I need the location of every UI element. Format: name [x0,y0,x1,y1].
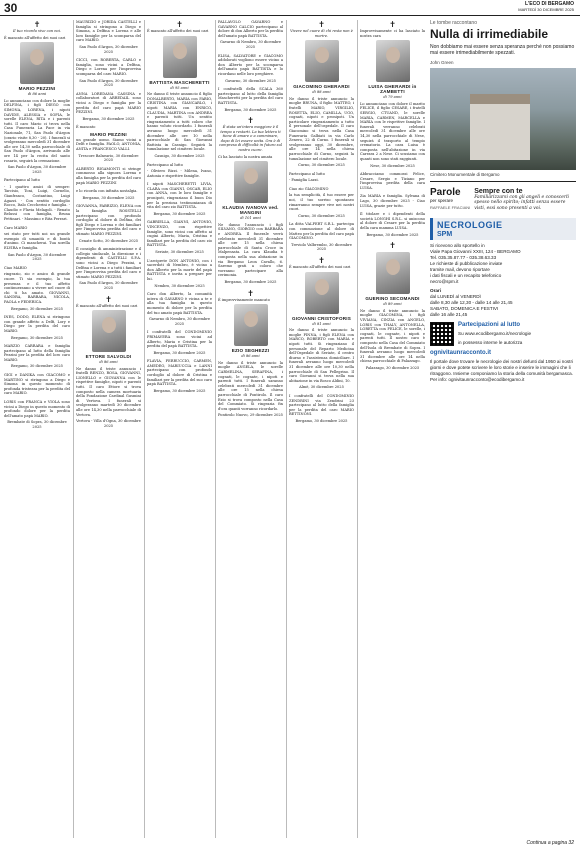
deceased-portrait [376,40,410,82]
page-header [0,0,580,16]
obituary-entry [358,172,427,190]
obituary-entry [74,189,143,200]
deceased-name: BATTISTA MASCHERETTI [149,79,210,85]
entry-signature: Palazzago, 30 dicembre 2025 [365,365,420,370]
entry-signature: Cenate Sotto, 30 dicembre 2025 [78,238,139,243]
obituary-column [144,20,214,838]
entry-body: L'arciprete DON ANTONIO, con i sacerdoti di Nembro, è vicino a don Alberto per la morte del papà BATTISTA e invita a pregare per lui. [147,258,212,281]
ognivita-heading[interactable]: ognivitaunracconto.it [430,349,492,356]
entry-signature: Bergamo, 30 dicembre 2025 [295,418,348,423]
necrologie-title: NECROLOGIE [437,219,503,230]
cross-icon: ✝ [176,20,183,29]
obituary-entry [145,292,214,326]
parole-subtitle: per sperare [430,197,454,203]
obituary-entry [358,241,427,370]
obituary-entry [145,20,214,159]
entry-signature: San Paolo d'Argon, 30 dicembre 2025 [7,252,67,262]
obituary-entry [2,400,72,430]
deceased-name: GIACOMINO GHERARDI [293,84,350,90]
info-line: necro@spm.it [430,278,459,284]
entry-body: Ne danno il triste annuncio la moglie BRUNA, il figlio MATTEO, i fratelli MARIO, VIRGILIO, ROSETTA, ELIO, CAMILLA, UGO, cognati, nipoti e pronipoti. Un particolare ringraziamento a tutto il personale dell'ospedale. Il caro Giacomino si trova nella Casa Funeraria Galbiati in via Carlo Zenero, 22 di Curno. I funerali si svolgeranno oggi, 30 dicembre, alle ore 14 nella chiesa parrocchiale di Curno, seguirà la tumulazione nel cimitero locale. [289,96,354,161]
entry-body: - Famiglia Lazzi. [289,178,319,183]
deceased-age: di 79 anni [383,95,402,100]
deceased-name: ETTORE SALVOLDI [85,354,132,360]
obituary-entry [2,266,72,311]
entry-body: sei stato per tutti noi un grande esempio di umanità e di bontà d'animo. Ci mancherai. Tua sorella ELVIRA e famiglia. [4,232,70,250]
entry-signature: Nese, 30 dicembre 2025 [370,163,415,168]
entry-body: e lo ricorda con infinita nostalgia. [76,189,138,194]
entry-body: Il titolare e i dipendenti della società LONGHI S.R.L. si uniscono al dolore di Cesare per la perdita della cara mamma LUISA. [360,212,425,231]
entry-signature: San Paolo d'Argon, 30 dicembre 2025 [79,44,138,54]
entry-signature: Bergamo, 30 dicembre 2025 [153,211,206,216]
divider [430,181,576,182]
entry-signature: Trescore Balneario, 30 dicembre 2025 [78,153,139,163]
entry-signature: Gavarno di Nembro, 30 dicembre 2025 [219,40,282,49]
hours-line: SABATO, DOMENICA E FESTIVI [430,305,499,311]
obituary-entry [2,178,72,221]
entry-quote: È stata un'intera maggiore è il tempo a restarti. La tua lettera ti tiene di amare e a camminare, dopo di lei essere unita. Ora è di compresa di difficoltà in futuro sul nostro cuore. [219,125,282,153]
deceased-portrait [20,42,54,84]
entry-intro: È mancato all'affetto dei suoi cari [289,265,351,269]
deceased-portrait [234,304,268,346]
entry-signature: Nembro, 30 dicembre 2025 [154,283,205,288]
obituary-entry [145,220,214,254]
entry-intro: È improvvisamente mancato [218,297,270,302]
entry-intro: Improvvisamente ci ha lasciato la nostra cara [360,29,425,38]
entry-body: la tua semplicità, il tuo essere per noi, il tuo sorriso spontaneo rimarranno sempre vive nei nostri cuori. [289,193,354,212]
entry-signature: Pontirolo Nuovo, 29 dicembre 2025 [218,413,283,418]
sidebar [430,20,576,383]
deceased-name: GIOVANNI CRISTOFORIS [292,315,351,321]
cross-icon: ✝ [389,241,396,251]
entry-body: INES, DODO, ELENA si stringono con grande affetto a Delfi, Lory e Diego per la perdita del caro MARIO. [4,315,70,333]
info-line: Viale Papa Giovanni XXIII, 124 - BERGAMO [430,248,521,254]
deceased-name: MARIO PEZZINI [90,131,127,137]
obituary-entry [2,344,72,369]
obituary-column [357,20,427,838]
sidebar-kicker: Le tombe raccontano [430,20,477,26]
entry-body: Ne danno il triste annuncio il figlio DONALBERTO, MARIA con FABIO, CRISTINA con GIANCARLO, i nipoti MARIA con ENRICO, CLAUDIA, MARTINA con ANDREA e parenti tutti. Un sentito ringraziamento a tutti coloro che hanno voluto ricordarlo. I funerali avranno luogo mercoledì 31 dicembre alle ore 10 nella parrocchiale di San Giovanni Battista in Casnigo. Seguirà la tumulazione nel cimitero locale. [147,92,212,152]
deceased-age: di 81 anni [312,321,331,326]
online-sub: in possesso interne le autorizza [458,339,523,345]
info-line: i dati fiscali e un recapito telefonico [430,272,502,278]
office-info [430,243,576,285]
entry-body: Abbracciamo commossi Felice, Cesare, Sergio e Tiziano per l'improvvisa perdita della cara LUISA. [360,172,425,190]
cross-icon: ✝ [105,294,112,304]
info-line: Si ricevono allo sportello in [430,242,485,248]
entry-body: CICCI, con ROBERTA, CARLO e famiglia, sono vicini a Delfina, Diego e Lorena per l'improvvisa scomparsa del caro MARIO. [76,58,141,76]
entry-signature: Almè, 30 dicembre 2025 [299,385,344,390]
obituary-entry [2,315,72,340]
entry-body: Ne danno il triste annuncio la moglie GIACOMINA, i figli VIVIANA, CINZIA con ANGELO, LORIS con THALY, ANTONELLA, LORETTA con FELICE, le sorelle, i cognati, le cognate, i nipoti e parenti tutti. Il nostro caro è composto nella Casa del Commiato dell'Isola di Brembate di Sopra. I funerali avranno luogo mercoledì 31 dicembre alle ore 14 nella chiesa parrocchiale di Palazzago. [360,308,425,364]
online-heading: Partecipazioni al lutto [458,321,521,328]
obituary-entry [216,87,285,112]
page-number: 30 [4,1,18,15]
entry-body: ringrazio, zio e amico di grande cuore. Ti sia esempio, la tua presenza e il tuo affetto continueranno a vivere nel cuore di chi ti ha amato. GIOVANNI, SANDRA, BARBARA, NICOLA, PAOLA e FEDERICA. [4,272,70,304]
hours-lines [430,294,576,318]
entry-body: - I quattro amici di sempre: Tarcisio, Toni, Luigi, Cornelio, Gianfranco, Costantino, Luigi Agazzi. - Con sentito cordoglio Rocco, Italo Ceccherini e famiglia. - Claudio e Flavia Melagoli. - Renato Belussi con famiglia, Bruna Pettinari. - Massimo e Rita Ferrari. [4,184,70,222]
entry-body: I confratelli del CONDOMINIO ZENDRINI via Zendrini 23 partecipano al lutto della famiglia per la perdita del caro MARIO BETTINONI. [289,393,354,417]
entry-body: I nipoti MASCHERETTI LIVIA, CLARA con GIANNI, OSCAR, ELIO con ANNA, con le loro famiglie e pronipoti, ringraziano il buon Dio per la preziosa testimonianza di vita del caro zio BATTISTA. [147,182,212,210]
entry-signature: Bergamo, 30 dicembre 2025 [11,364,63,369]
deceased-age: di 88 anni [312,90,331,95]
deceased-name: MARIO PEZZINI [18,86,56,92]
entry-body: - Oliviero Rizzi. - Milena, Ivano, Antonia e rispettive famiglie. [147,169,212,178]
qr-code-icon[interactable] [430,322,454,346]
opening-hours [430,288,576,318]
cross-icon: ✝ [318,256,325,265]
parole-box [430,185,576,216]
entry-signature: San Paolo d'Argon, 30 dicembre 2025 [7,165,67,174]
entry-intro: Partecipano al lutto [289,171,325,176]
entry-body: GABRIELLA, GIANNI, ANTONIO, VINCENZO, con rispettive famiglie, sono vicini con affetto ai cugini Alberto, Maria, Cristina e familiari per la perdita del caro zio BATTISTA. [147,220,212,248]
entry-signature: Bergamo, 30 dicembre 2025 [224,107,277,112]
deceased-portrait [234,161,268,203]
deceased-age: di 86 anni [27,92,47,97]
entry-body: MAURIZIO e JORIDA CASTELLI e famiglia si stringono a Diego e Simona, a Delfina e Lorena e alle loro famiglie per la scomparsa del caro MARIO. [76,20,141,43]
ognivita-text: Il portale dove trovare le necrologie dei nostri defunti dal 1950 ai nostri giorni e dove potete scrivere le loro storie e inserire le immagini che li ritraggono. Insieme componiamo la storia della comunità bergamasca. Per info: ognivitaunracconto@ecodibergamo.it [430,358,574,382]
entry-body: FLAVIA, FERRUCCIO, CARMEN, AMEDEO, MARIUCCIA e LANNI partecipano con profondo cordoglio al dolore di Cristina e familiari per la perdita del suo caro papà BATTISTA. [147,359,212,387]
obituary-entry [74,204,143,243]
info-line: Le richieste di pubblicazione inviate [430,260,503,266]
entry-body: GIGI e DANIKA con GIACOMO e MARTINO si stringono a Diego e Simona in questo momento di profonda tristezza per la perdita del caro MARIO. [4,373,70,396]
entry-body: I confratelli della SCALA 360 partecipano al lutto della famiglia Mascheretti per la perdita del caro BATTISTA. [218,87,283,105]
deceased-age: di 101 anni [240,216,261,221]
obituary-entry [287,20,356,168]
entry-signature: Curno, 30 dicembre 2025 [298,213,345,218]
deceased-age: di 89 anni [383,302,402,307]
cross-icon: ✝ [318,20,325,29]
hours-line: dal LUNEDÌ al VENERDÌ [430,293,481,299]
entry-intro: Ciao zio GIACOMINO [289,186,329,191]
entry-signature: Gavarno di Nembro, 30 dicembre 2025 [148,317,211,326]
entry-signature: Bergamo, 30 dicembre 2025 [11,306,63,311]
entry-intro: È mancato all'affetto dei suoi cari [147,29,209,33]
obituary-entry [287,256,356,390]
obituary-entry [216,116,285,284]
sidebar-title: Nulla di irrimediabile [430,27,549,41]
obituary-entry [74,92,143,122]
cemetery-photo [430,68,576,170]
cross-icon: ✝ [247,116,254,126]
entry-body: PALLAVOLO GAVARNO e GAVARNO CALCIO partecipano al dolore di don Alberto per la perdita dell'amato papà BATTISTA. [218,20,283,38]
entry-body: ELISA, SALVATORE e GIACOMO addolorati vogliono essere vicino a don Alberto per la scomparsa dell'amato papà BATTISTA e lo ricordano nelle loro preghiere. [218,53,283,76]
entry-quote: Vivere nel cuore di chi resta non è morire. [290,29,353,38]
obituary-entry [74,295,143,429]
entry-body: Zia MARIA e famiglia. Sylvana di Lago, 30 dicembre 2025 - Ciao LUISA, grazie per tutto. [360,194,425,208]
entry-signature: Bergamo, 30 dicembre 2025 [82,195,135,200]
obituary-entry [216,20,285,50]
deceased-age: di 86 anni [241,354,260,359]
entry-intro: È mancato all'affetto dei suoi cari [4,35,66,40]
hours-heading: Orari [430,287,441,293]
entry-signature: Curno, 30 dicembre 2025 [298,163,345,168]
obituary-entry [74,20,143,54]
cross-icon: ✝ [247,288,254,298]
obituary-entry [74,247,143,290]
online-text-block [458,322,531,346]
entry-body: Lo annunciano con dolore il marito FELICE, il figlio CESARE, i fratelli SERGIO, CTUAND, le sorelle MARIA, CARMEN, MARCELLA e MARIA con le rispettive famiglie. I funerali verranno celebrati mercoledì 31 dicembre alle ore 14,30 nella parrocchiale di Nese, seguirà il trasporto al tempio crematorio. La cara Luisa è composta nell'abitazione in via Carrara 2 a Nese. Ci scusiamo con quanti non sono stati raggiunti. [360,101,425,161]
entry-signature: San Paolo d'Argon, 30 dicembre 2025 [79,281,138,290]
deceased-age: di 95 anni [170,85,189,90]
deceased-portrait [305,40,339,82]
entry-intro: Caro MARIO [4,225,28,230]
entry-signature: Casnigo, 30 dicembre 2025 [154,153,205,158]
masthead [518,1,574,13]
obituary-entry [145,259,214,289]
obituary-column [73,20,143,838]
obituary-entry [145,359,214,393]
deceased-portrait [305,272,339,314]
obituary-entry [358,194,427,208]
deceased-portrait [376,252,410,294]
entry-signature: Gavarno, 30 dicembre 2025 [225,78,276,83]
hours-line: dalle 16 alle 21,45 [430,311,468,317]
necrologie-band [430,218,576,240]
entry-intro: È mancato all'affetto dei suoi cari [76,303,138,308]
deceased-name: LUISA GHERARDI in ZAMBETTI [368,84,417,95]
obituary-entry [358,212,427,237]
obituary-entry [145,163,214,179]
entry-body: I confratelli del CONDOMINIO PRIMAVERA sono vicini ad Alberto, Maria e Cristina per la perdita del papà BATTISTA. [147,330,212,349]
obituary-entry [358,20,427,168]
obituary-entry [2,226,72,262]
entry-intro: Partecipano al lutto [147,162,183,167]
obituary-column [286,20,356,838]
entry-body: ANNA LOREDANA CASSINA e collaboratori di ARREDAIL sono vicini a Diego e famiglia per la perdita del caro papà MARIO PEZZINI. [76,91,141,115]
entry-body: LORIS con FRANCA e VIOLA sono vicini a Diego in questo momento di profondo dolore per la perdita dell'amato papà MARIO. [4,400,70,418]
obituary-entry [216,54,285,84]
entry-body: Ne danno il triste annuncio la moglie ANGELA, le sorelle CARMELINA, SERAFINA, i cognati, le cognate, i nipoti e parenti tutti. I funerali saranno celebrati mercoledì 31 dicembre alle ore 15 nella chiesa parrocchiale di Pontirolo. Il caro Ezio si trova composto nella Casa del Commiato. Si ringrazia fin d'ora quanti vorranno ricordarlo. [218,360,283,411]
obituary-column [2,20,72,838]
entry-intro: Partecipano al lutto [4,178,40,183]
entry-body: ALBERTO BIGAMONTI si stringe commosso alla signora Lorena e alla famiglia per la perdita del caro papà MARIO PEZZINI [76,166,141,185]
obituary-entry [74,167,143,185]
entry-signature: Bergamo, 30 dicembre 2025 [224,279,277,284]
obituary-entry [145,330,214,355]
entry-signature: Seriate, 30 dicembre 2025 [155,250,204,254]
entry-intro: È mancato [76,125,96,130]
obituary-entry [74,125,143,163]
deceased-portrait [92,310,126,352]
obituary-entry [2,373,72,396]
continued-note: Continua a pagina 32 [526,840,574,846]
online-block [430,322,576,346]
obituary-entry [216,289,285,418]
entry-body: GIOVANNA, FABRIZIO, ELENA con la famiglia ROSSTELLI partecipano con profondo cordoglio al dolore di Delfina, dei figli Diego e Lorena e dei familiari per l'improvvisa perdita del caro e stimato MARIO PEZZINI. [76,204,141,236]
entry-signature: Bergamo, 30 dicembre 2025 [153,350,206,355]
entry-body: Ne danno il triste annuncio i fratelli RENZO, ROSA, GIOVANNI, LIONELLO e GIOVANNA con le rispettive famiglie, nipoti e parenti tutti. Il caro Ettore si trova composto nella camera mortuaria della Fondazione Cardinal Gusmini di Vertova. I funerali si svolgeranno martedì 30 dicembre alle ore 14,30 nella parrocchiale di Vertova. [76,366,141,417]
obituary-entry [2,20,72,174]
hours-line: dalle 8,30 alle 12,30 - dalle 14 alle 21,45 [430,299,513,305]
deceased-name: GUERINO SECOMANDI [365,296,420,302]
entry-signature: Brembate di Sopra, 30 dicembre 2025 [7,420,67,429]
entry-body: Ne danno il triste annuncio la moglie PINNA, i figli ELENA con MARCO, ROBERTO con MARIA e nipoti tutti. Si ringraziano il personale del Reparto Medicina dell'Ospedale di Seriate, il centro diurno e l'assistenza domiciliare. I funerali avranno luogo mercoledì 31 dicembre alle ore 10,30 nella parrocchiale di San Pellegrino. Il caro Giovanni si trova nella sua abitazione in via Bosco Aldini, 10. [289,328,354,383]
obituary-entry [74,58,143,88]
obituary-entry [287,172,356,183]
deceased-name: EZIO SEGHEZZI [231,348,270,354]
info-line: Tel. 035.35.87.77 - 035.38.63.33 [430,254,497,260]
entry-body: La ditta VALFERT S.R.L. partecipa con commozione al dolore di Matteo per la perdita del caro papà GIACOMINO. [289,222,354,241]
entry-intro: Ci ha lasciato la nostra amata [218,154,273,159]
sempre-text: Familiarizzarsi con gli angeli e conoscerli spesso nello spirito; infatti senza essere visti, essi sono presenti a voi. [474,194,569,211]
sempre-title: Sempre con te [474,187,523,195]
entry-signature: San Paolo d'Argon, 30 dicembre 2025 [79,78,138,88]
sempre-block [474,188,576,212]
spm-logo: SPM [437,230,453,238]
parole-block [430,188,470,212]
entry-body: Ne danno l'annuncio i figli SILVANO, GIORGIO con BARBARA e ANDREA. Il funerale verrà celebrato mercoledì 31 dicembre alle ore 15 nella chiesa parrocchiale di Santa Croce in Malpensata. La cara Klaudia è composta nella sua abitazione in via Bergamo Leon Cavallo, 6. Saremo grati a coloro che vorranno partecipare alla cerimonia. [218,222,283,278]
entry-body: un grande uomo. Siamo vicini a Delfi e famiglia. PAOLO, ANTONIA, ANITA e FRANCESCO VALLI. [76,137,141,152]
obituary-entry [287,394,356,424]
deceased-age: di 86 anni [99,360,118,365]
deceased-name: KLAUDIA IVANOVA ved. MANGINI [222,205,279,216]
entry-signature: Bergamo, 30 dicembre 2025 [153,388,206,393]
entry-signature: Bergamo, 30 dicembre 2025 [82,116,135,121]
entry-signature: Bergamo, 30 dicembre 2025 [11,335,63,340]
entry-body: Il consiglio di amministrazione e il collegio sindacale, la direzione e i dipendenti di CASTELLI S.P.A. sono vicini a Diego Pezzini, a Delfina e Lorena e a tutti i familiari per l'improvvisa perdita del caro e stimato MARIO PEZZINI. [76,247,141,279]
photo-caption: Cimitero Monumentale di Bergamo [430,171,500,177]
obituary-entry [287,187,356,219]
cross-icon: ✝ [389,20,396,29]
online-link[interactable]: Su www.ecodibergamo.it/necrologie [458,330,532,336]
obituary-entry [287,222,356,252]
deceased-portrait [163,36,197,78]
entry-signature: Treviolo Valbrembo, 30 dicembre 2025 [291,242,352,252]
parole-title: Parole [430,186,461,198]
issue-date: MARTEDÌ 30 DICEMBRE 2025 [518,7,574,12]
sidebar-byline: John Green [430,59,454,65]
publication-name: L'ECO DI BERGAMO [525,1,574,7]
sidebar-lead: Non dobbiamo mai essere senza speranza perché non possiamo mai essere irrimediabilmente spezzati. [430,44,575,57]
entry-quote: Il tuo ricordo vive con noi. [12,29,62,33]
info-line: tramite mail, devono riportare [430,266,490,272]
entry-body: Caro don Alberto, la comunità intera di GAVARNO è vicina a te e alla tua famiglia in questo momento di dolore per la perdita del tuo amato papà BATTISTA. [147,292,212,315]
entry-body: Lo annunciano con dolore la moglie DELFINA, i figli DIEGO con SIMONA, LORENA, i nipoti DAVIDE, ALESSIA e SOFIA, le sorelle ELENA, RITA e i parenti tutti. Il caro Mario ci trova nella Casa Funeraria La Pace in via Nazionale, 71, San Paolo d'Argon (orario visite 8,30 - 20). I funerali si svolgeranno mercoledì 31 dicembre alle ore 14,30 nella parrocchiale di San Paolo d'Argon, arrivando alle ore 14 per la recita del santo rosario, seguirà la cremazione. [4,98,70,163]
entry-signature: Bergamo, 30 dicembre 2025 [366,232,419,237]
entry-body: MARZIO CARRARA e famiglia partecipano al lutto della famiglia Pezzini per la perdita del loro caro MARIO. [4,344,70,362]
entry-intro: Ciao MARIO [4,265,27,270]
cross-icon: ✝ [33,20,41,29]
parole-author: RAFFAELE FRACIANI [430,204,471,210]
obituary-entry [145,182,214,216]
obituary-column [215,20,285,838]
entry-signature: Vertova - Villa d'Ogna, 30 dicembre 2025 [76,419,141,428]
